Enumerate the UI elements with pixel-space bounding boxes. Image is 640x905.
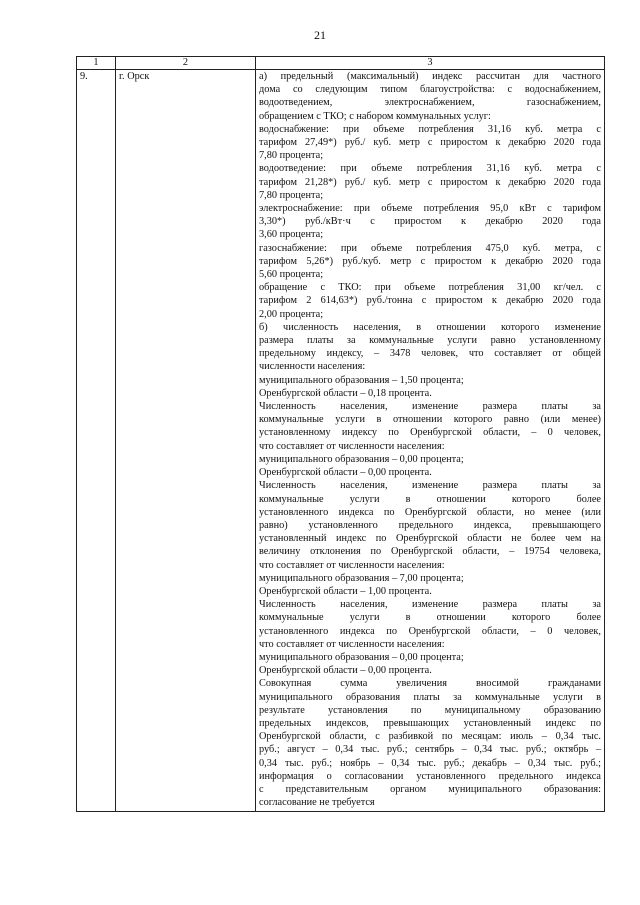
text-line: 7,80 процента; <box>259 189 324 201</box>
text-line: установленный индекс по Оренбургской области не более чем на <box>259 533 601 545</box>
indicator-description <box>256 70 605 812</box>
text-line: а) предельный (максимальный) индекс рассчитан для частного <box>259 71 601 82</box>
header-cell-3: 3 <box>256 57 605 70</box>
text-line: Оренбургской области – 0,18 процента. <box>259 387 432 399</box>
text-line: предельному индексу, – 3478 человек, что составляет от общей <box>259 348 601 360</box>
text-line: муниципального образования – 1,50 процента; <box>259 374 464 386</box>
text-line: муниципального образования – 0,00 процента; <box>259 453 464 465</box>
text-line: 3,30*) руб./кВт·ч с приростом к декабрю 2020 года <box>259 216 601 228</box>
text-line: водоснабжение: при объеме потребления 31,16 куб. метра с <box>259 123 601 135</box>
text-line: что составляет от численности населения: <box>259 638 445 650</box>
text-line: численности населения: <box>259 361 366 373</box>
text-line: 2,00 процента; <box>259 308 324 320</box>
text-line: результате установления по муниципальному образованию <box>259 704 601 716</box>
text-line: предельных индексов, превышающих установленный индекс по <box>259 717 601 729</box>
text-line: равно) установленного предельного индекса, превышающего <box>259 519 601 531</box>
text-line: тарифом 21,28*) руб./ куб. метр с приростом к декабрю 2020 года <box>259 176 601 188</box>
text-line: тарифом 2 614,63*) руб./тонна с приростом к декабрю 2020 года <box>259 295 601 307</box>
text-line: обращение с ТКО: при объеме потребления 31,00 кг/чел. с <box>259 282 601 294</box>
header-cell-1: 1 <box>77 57 116 70</box>
text-line: Численность населения, изменение размера платы за <box>259 599 601 611</box>
text-line: установленному индексу по Оренбургской области, – 0 человек, <box>259 427 601 439</box>
text-line: коммунальные услуги в отношении которого более <box>259 493 601 505</box>
text-line: что составляет от численности населения: <box>259 440 445 452</box>
text-line: Совокупная сумма увеличения вносимой гражданами <box>259 678 601 690</box>
text-line: Численность населения, изменение размера платы за <box>259 401 601 413</box>
text-line: коммунальные услуги в отношении которого равно (или менее) <box>259 414 601 426</box>
text-line: размера платы за коммунальные услуги равно установленному <box>259 335 601 347</box>
text-line: дома со следующим типом благоустройства: с водоснабжением, <box>259 84 601 96</box>
text-line: водоотведением, электроснабжением, газоснабжением, <box>259 97 601 109</box>
text-line: согласование не требуется <box>259 797 375 809</box>
text-line: Оренбургской области – 0,00 процента. <box>259 665 432 677</box>
text-line: муниципального образования – 0,00 процента; <box>259 651 464 663</box>
text-line: муниципального образования платы за коммунальные услуги в <box>259 691 601 703</box>
text-line: коммунальные услуги в отношении которого более <box>259 612 601 624</box>
text-line: с представительным органом муниципального образования: <box>259 783 601 795</box>
header-cell-2: 2 <box>116 57 256 70</box>
table-header-row <box>77 57 605 70</box>
text-line: Оренбургской области, с разбивкой по месяцам: июль – 0,34 тыс. <box>259 731 601 743</box>
page-number: 21 <box>314 28 326 42</box>
text-line: Оренбургской области – 0,00 процента. <box>259 467 432 479</box>
text-line: тарифом 5,26*) руб./куб. метр с приростом к декабрю 2020 года <box>259 255 601 267</box>
text-line: установленного индекса по Оренбургской области, но менее (или <box>259 506 601 518</box>
text-line: 3,60 процента; <box>259 229 324 241</box>
text-line: Оренбургской области – 1,00 процента. <box>259 585 432 597</box>
document-table <box>76 56 605 812</box>
text-line: б) численность населения, в отношении которого изменение <box>259 321 601 333</box>
text-line: что составляет от численности населения: <box>259 559 445 571</box>
text-line: муниципального образования – 7,00 процента; <box>259 572 464 584</box>
text-line: водоотведение: при объеме потребления 31,16 куб. метра с <box>259 163 601 175</box>
text-line: руб.; август – 0,34 тыс. руб.; сентябрь – 0,34 тыс. руб.; октябрь – <box>259 744 601 756</box>
table-row <box>77 70 605 812</box>
text-line: 7,80 процента; <box>259 150 324 162</box>
text-line: величину отклонения по Оренбургской области, – 19754 человека, <box>259 546 601 558</box>
text-line: газоснабжение: при объеме потребления 475,0 куб. метра, с <box>259 242 601 254</box>
text-line: 0,34 тыс. руб.; ноябрь – 0,34 тыс. руб.; декабрь – 0,34 тыс. руб.; <box>259 757 601 769</box>
text-line: 5,60 процента; <box>259 269 324 281</box>
text-line: информация о согласовании установленного предельного индекса <box>259 770 601 782</box>
text-line: обращением с ТКО; с набором коммунальных услуг: <box>259 110 491 122</box>
text-line: тарифом 27,49*) руб./ куб. метр с приростом к декабрю 2020 года <box>259 137 601 149</box>
row-number: 9. <box>77 70 116 812</box>
text-line: установленного индекса по Оренбургской области, – 0 человек, <box>259 625 601 637</box>
text-line: Численность населения, изменение размера платы за <box>259 480 601 492</box>
text-line: электроснабжение: при объеме потребления 95,0 кВт с тарифом <box>259 203 601 215</box>
municipality-name: г. Орск <box>116 70 256 812</box>
